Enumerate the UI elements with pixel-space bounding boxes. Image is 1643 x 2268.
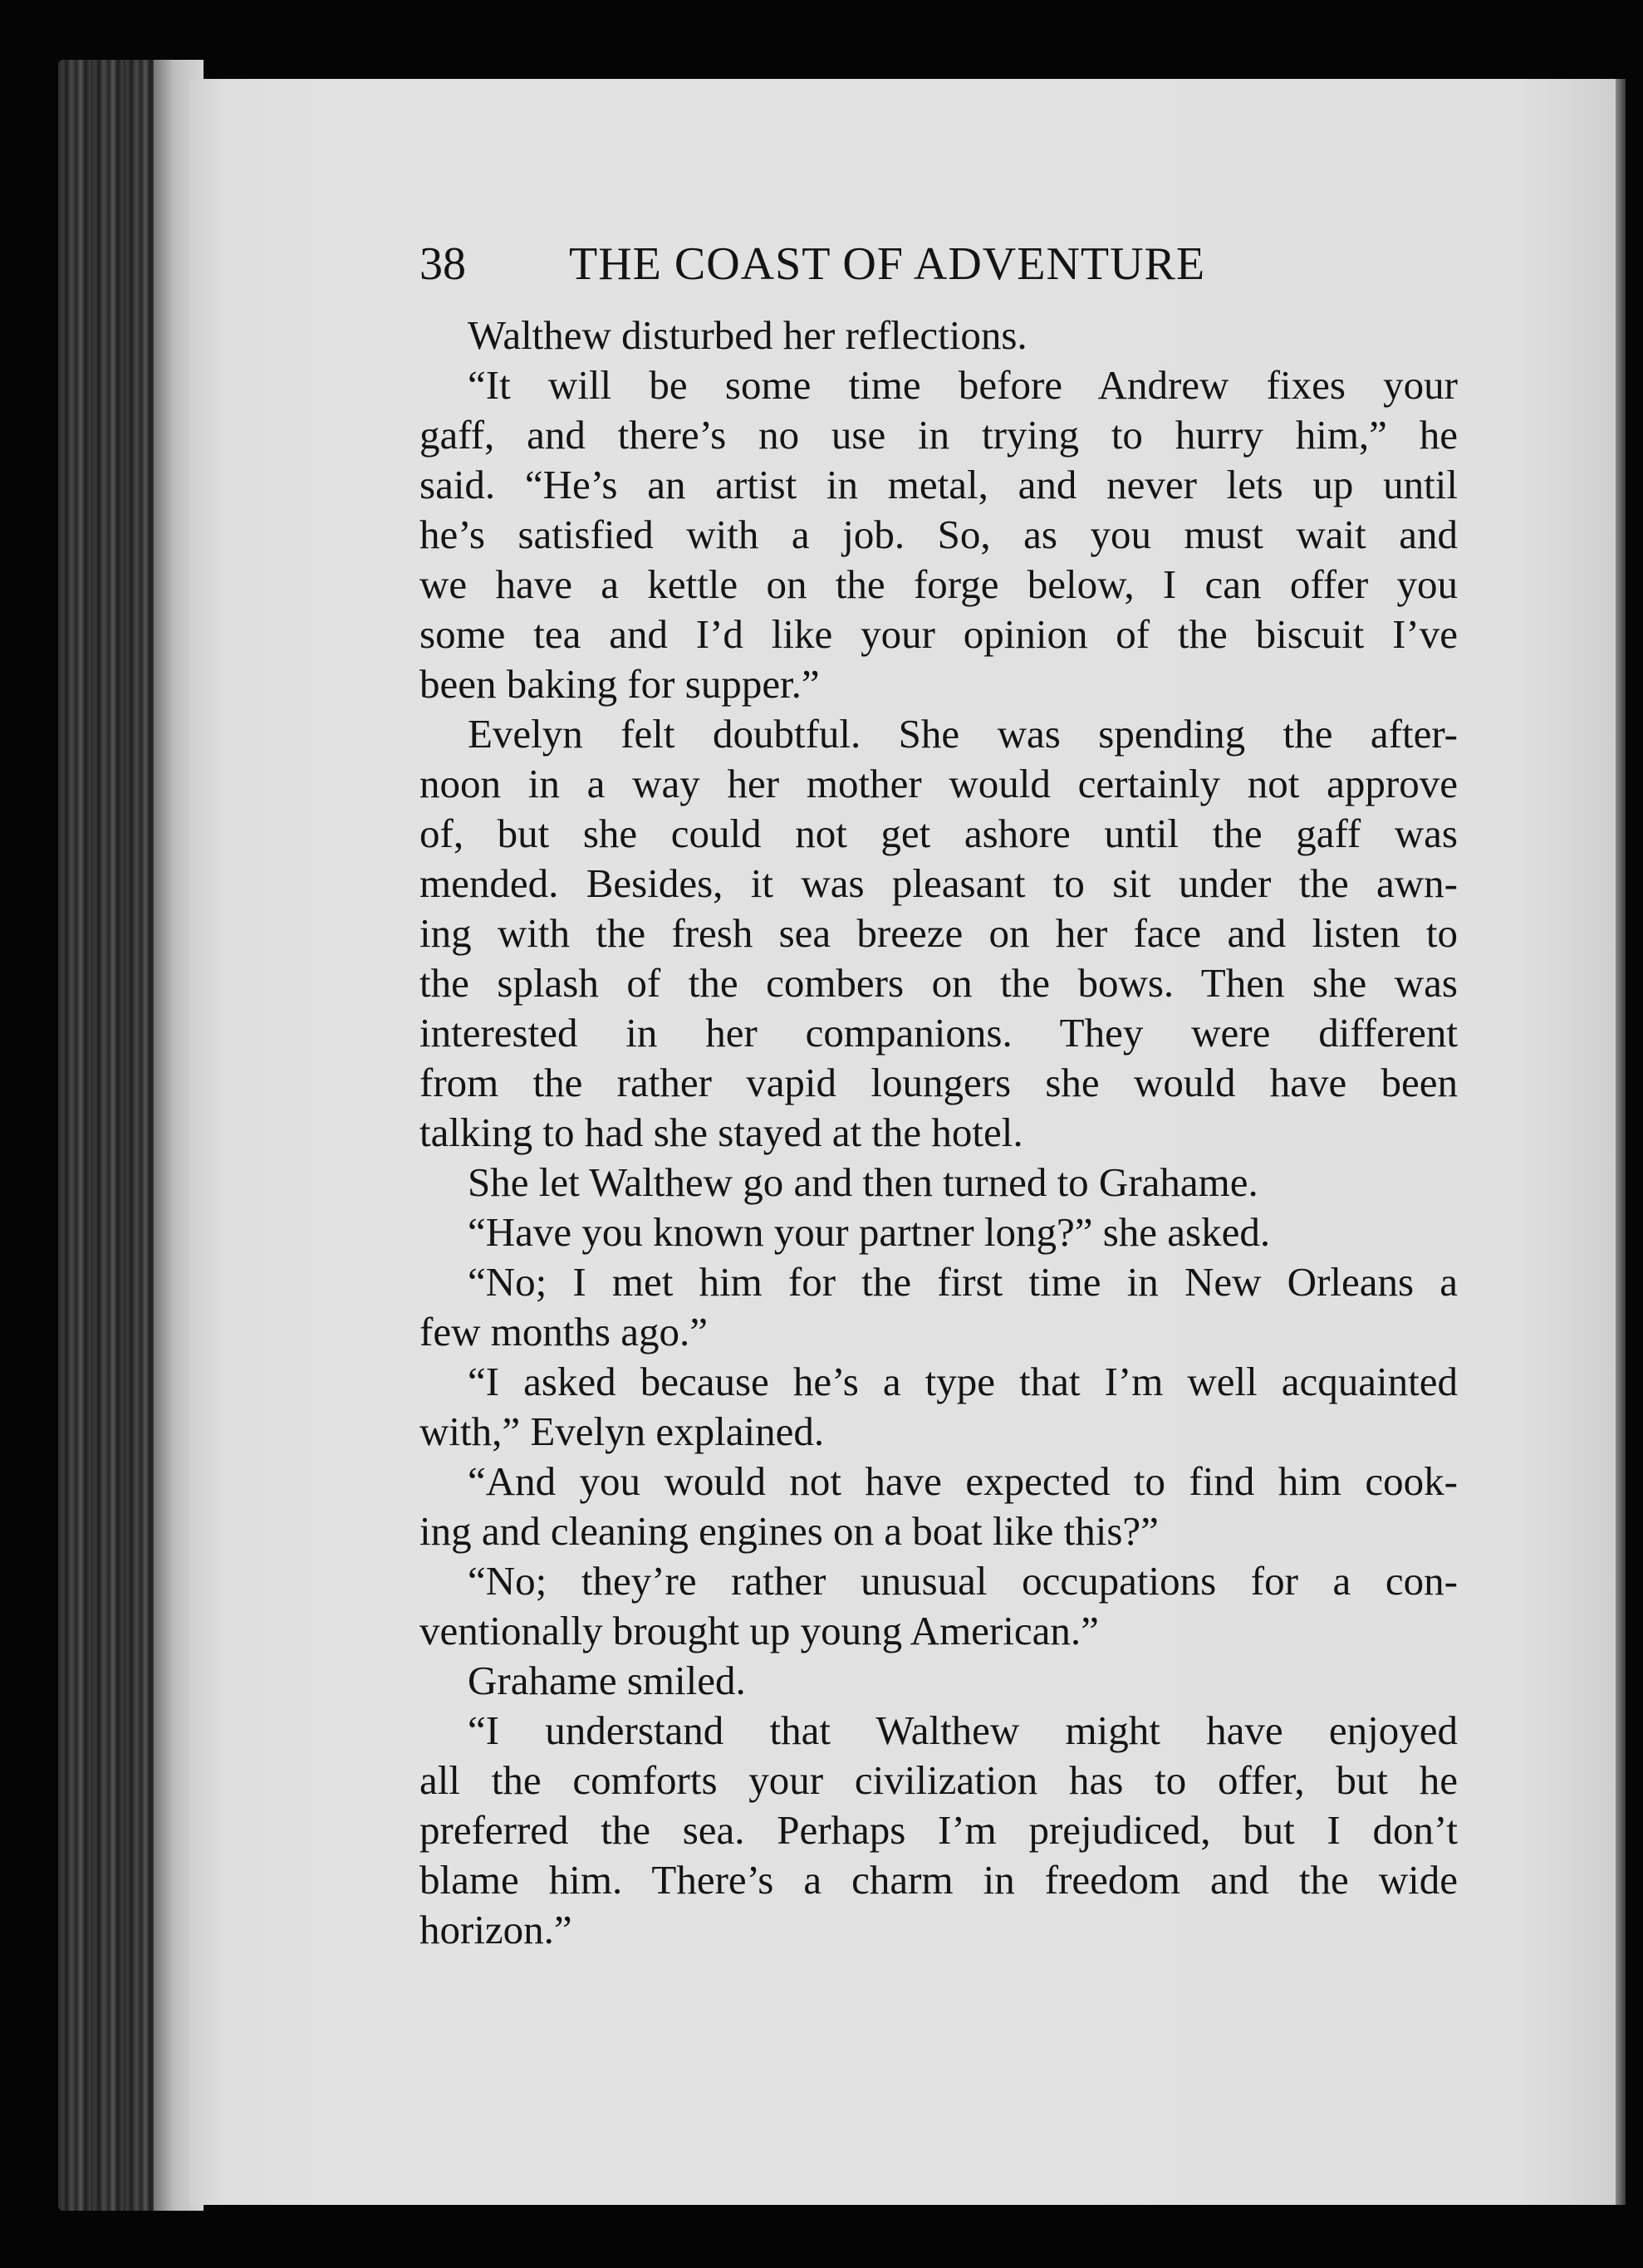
text-line: ing with the fresh sea breeze on her face and listen to bbox=[419, 910, 1458, 956]
text-line: been baking for supper.” bbox=[419, 661, 820, 707]
text-line: ventionally brought up young American.” bbox=[419, 1608, 1099, 1653]
body-text bbox=[419, 311, 1458, 1955]
page-text-block bbox=[419, 234, 1458, 1955]
text-line: from the rather vapid loungers she would have been bbox=[419, 1060, 1458, 1105]
text-line: the splash of the combers on the bows. Then she was bbox=[419, 960, 1458, 1006]
page-number: 38 bbox=[419, 238, 466, 290]
text-line: with,” Evelyn explained. bbox=[419, 1408, 825, 1454]
page-right-edge bbox=[1616, 79, 1626, 2205]
text-line: “It will be some time before Andrew fixes your bbox=[468, 362, 1458, 408]
text-line: mended. Besides, it was pleasant to sit under the awn- bbox=[419, 860, 1458, 906]
text-line: ing and cleaning engines on a boat like this?” bbox=[419, 1508, 1159, 1554]
text-line: Walthew disturbed her reflections. bbox=[468, 312, 1027, 358]
text-line: preferred the sea. Perhaps I’m prejudiced, but I don’t bbox=[419, 1807, 1458, 1853]
text-line: “No; I met him for the first time in New Orleans a bbox=[468, 1259, 1458, 1305]
text-line: “No; they’re rather unusual occupations for a con- bbox=[468, 1558, 1458, 1604]
text-line: interested in her companions. They were different bbox=[419, 1010, 1458, 1056]
book-page-edges bbox=[58, 60, 204, 2211]
text-line: horizon.” bbox=[419, 1907, 572, 1952]
running-title: THE COAST OF ADVENTURE bbox=[569, 238, 1206, 290]
text-line: She let Walthew go and then turned to Grahame. bbox=[468, 1159, 1258, 1205]
text-line: he’s satisfied with a job. So, as you must wait and bbox=[419, 512, 1458, 557]
text-line: “I understand that Walthew might have enjoyed bbox=[468, 1707, 1458, 1753]
text-line: blame him. There’s a charm in freedom and the wide bbox=[419, 1857, 1458, 1903]
text-line: of, but she could not get ashore until the gaff was bbox=[419, 811, 1458, 856]
text-line: Evelyn felt doubtful. She was spending the after- bbox=[468, 711, 1458, 757]
text-line: talking to had she stayed at the hotel. bbox=[419, 1110, 1023, 1155]
text-line: “I asked because he’s a type that I’m well acquainted bbox=[468, 1359, 1458, 1404]
text-line: all the comforts your civilization has to offer, but he bbox=[419, 1757, 1458, 1803]
text-line: “And you would not have expected to find him cook- bbox=[468, 1458, 1458, 1504]
text-line: we have a kettle on the forge below, I can offer you bbox=[419, 561, 1458, 607]
text-line: few months ago.” bbox=[419, 1309, 708, 1354]
text-line: Grahame smiled. bbox=[468, 1658, 746, 1703]
text-line: noon in a way her mother would certainly not approve bbox=[419, 761, 1458, 806]
page-header bbox=[419, 234, 1458, 294]
text-line: gaff, and there’s no use in trying to hurry him,” he bbox=[419, 412, 1458, 458]
text-line: some tea and I’d like your opinion of the biscuit I’ve bbox=[419, 611, 1458, 657]
text-line: “Have you known your partner long?” she asked. bbox=[468, 1209, 1271, 1255]
text-line: said. “He’s an artist in metal, and never lets up until bbox=[419, 462, 1458, 507]
